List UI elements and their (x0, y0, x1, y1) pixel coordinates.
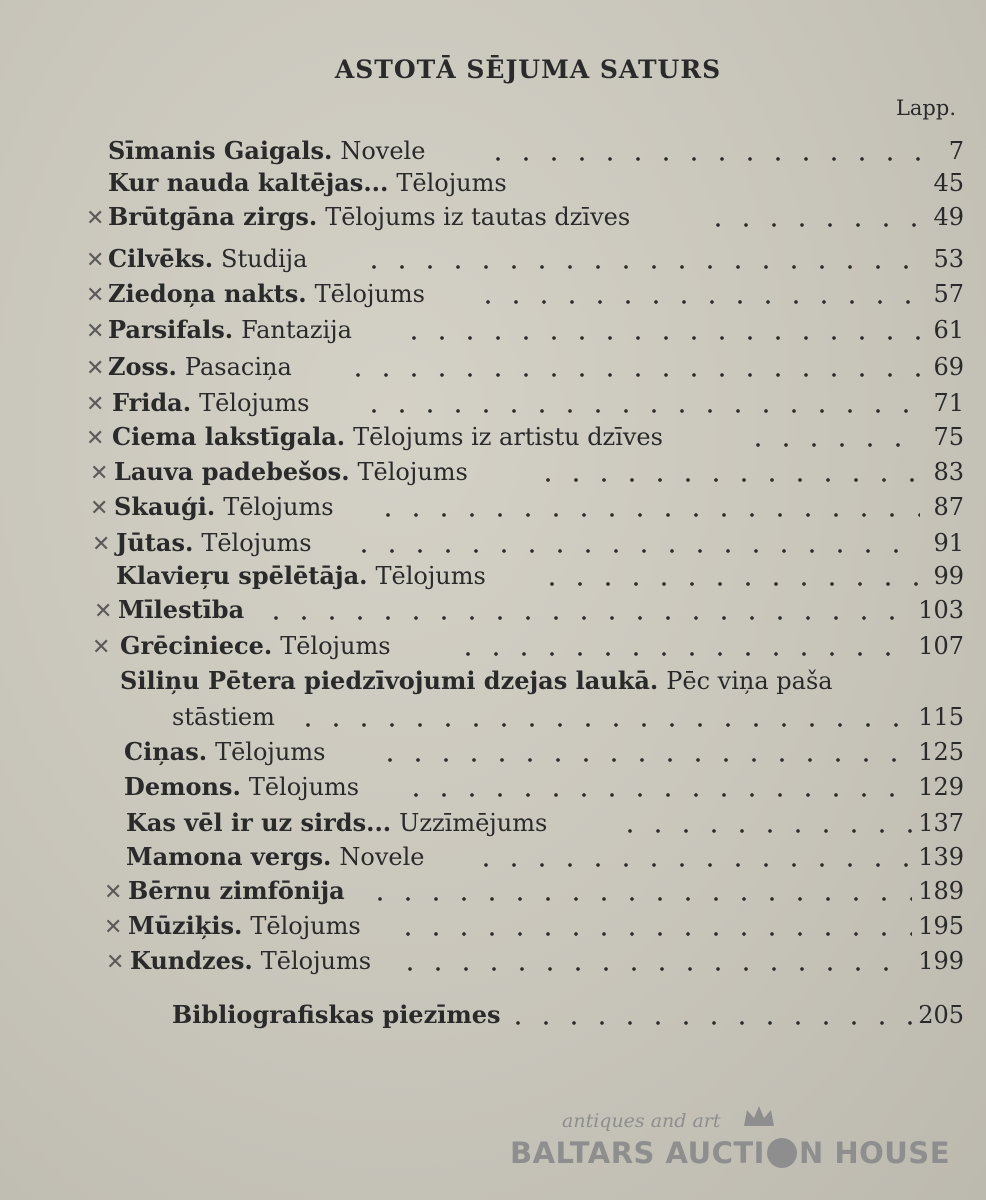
crown-icon (742, 1104, 776, 1130)
dot-leader (290, 700, 910, 734)
entry-page: 199 (918, 947, 964, 975)
dot-leader (390, 909, 912, 943)
dot-leader (346, 526, 921, 560)
entry-title: Parsifals. (108, 315, 234, 344)
dot-leader (356, 386, 921, 420)
watermark-tagline: antiques and art (562, 1110, 721, 1132)
entry-page: 189 (918, 877, 964, 905)
entry-subtitle: Novele (339, 843, 425, 871)
entry-page: 137 (918, 809, 964, 837)
entry-title: Ziedoņa nakts. (108, 279, 307, 308)
toc-entry (0, 806, 986, 840)
entry-title: Jūtas. (116, 528, 194, 557)
toc-entry (0, 350, 986, 384)
entry-page: 61 (933, 316, 964, 344)
dot-leader (372, 735, 912, 769)
toc-entry (0, 664, 986, 698)
toc-entry (0, 277, 986, 311)
toc-entry (0, 874, 986, 908)
pencil-x-icon: ✕ (94, 599, 113, 624)
pencil-x-icon: ✕ (86, 426, 105, 451)
toc-entry (0, 526, 986, 560)
pencil-x-icon: ✕ (92, 635, 111, 660)
entry-title: Kur nauda kaltējas... (108, 168, 389, 197)
entry-subtitle: Tēlojums (260, 947, 372, 975)
pencil-x-icon: ✕ (90, 496, 109, 521)
pencil-x-icon: ✕ (90, 461, 109, 486)
entry-subtitle: Tēlojums (280, 632, 391, 660)
toc-entry (0, 735, 986, 769)
entry-subtitle: Tēlojums (201, 529, 312, 557)
entry-subtitle: Tēlojums (215, 738, 326, 766)
toc-entry (0, 559, 986, 593)
toc-entry (0, 944, 986, 978)
pencil-x-icon: ✕ (104, 880, 123, 905)
dot-leader (450, 629, 914, 663)
entry-page: 7 (948, 137, 964, 165)
entry-page: 57 (933, 280, 964, 308)
watermark-brand (510, 1136, 950, 1170)
toc-entry (0, 166, 986, 200)
entry-title: Kas vēl ir uz sirds... (126, 808, 392, 837)
entry-title: Sīmanis Gaigals. (108, 136, 333, 165)
dot-leader (534, 559, 920, 593)
entry-page: 91 (933, 529, 964, 557)
entry-subtitle: Pasaciņa (184, 353, 292, 381)
dot-leader (258, 593, 914, 627)
entry-page: 115 (918, 703, 964, 731)
dot-leader (362, 874, 912, 908)
watermark (510, 1110, 951, 1180)
toc-entry (0, 242, 986, 276)
dot-leader (468, 840, 912, 874)
toc-entry (0, 455, 986, 489)
entry-page: 49 (933, 203, 964, 231)
entry-title: Mīlestība (118, 595, 245, 624)
toc-entry (0, 593, 986, 627)
entry-page: 125 (918, 738, 964, 766)
entry-page: 53 (933, 245, 964, 273)
entry-title: Demons. (124, 772, 241, 801)
gavel-circle-icon (767, 1138, 797, 1168)
entry-page: 83 (933, 458, 964, 486)
pencil-x-icon: ✕ (86, 248, 105, 273)
entry-subtitle: Tēlojums (375, 562, 486, 590)
entry-title: Klavieŗu spēlētāja. (116, 561, 368, 590)
entry-title: Skauģi. (114, 492, 216, 521)
pencil-x-icon: ✕ (92, 532, 111, 557)
entry-page: 205 (918, 1001, 964, 1029)
entry-title: Brūtgāna zirgs. (108, 202, 318, 231)
toc-entry (0, 909, 986, 943)
entry-title: Kundzes. (130, 946, 253, 975)
pencil-x-icon: ✕ (86, 319, 105, 344)
dot-leader (340, 350, 920, 384)
dot-leader (470, 277, 920, 311)
toc-entry (0, 386, 986, 420)
dot-leader (740, 420, 920, 454)
entry-page: 129 (918, 773, 964, 801)
dot-leader (530, 455, 920, 489)
entry-title: Mamona vergs. (126, 842, 332, 871)
dot-leader (396, 313, 921, 347)
entry-title: Ciema lakstīgala. (112, 422, 346, 451)
dot-leader (612, 806, 912, 840)
dot-leader (480, 134, 920, 168)
entry-subtitle: Studija (221, 245, 308, 273)
watermark-brand-part2: N HOUSE (798, 1136, 951, 1170)
pencil-x-icon: ✕ (86, 356, 105, 381)
dot-leader (398, 770, 912, 804)
entry-subtitle: Uzzīmējums (399, 809, 548, 837)
entry-page: 87 (933, 493, 964, 521)
pencil-x-icon: ✕ (106, 950, 125, 975)
toc-entry-bibliography (0, 998, 986, 1032)
entry-subtitle: Pēc viņa paša (666, 667, 833, 695)
entry-subtitle: Tēlojums (199, 389, 310, 417)
toc-entry (0, 420, 986, 454)
entry-page: 99 (933, 562, 964, 590)
entry-page: 195 (918, 912, 964, 940)
entry-subtitle: Tēlojums (223, 493, 334, 521)
entry-title: Ciņas. (124, 737, 208, 766)
dot-leader (370, 490, 920, 524)
entry-title: Zoss. (108, 352, 177, 381)
toc-entry (0, 313, 986, 347)
entry-subtitle: Tēlojums (250, 912, 361, 940)
pencil-x-icon: ✕ (86, 283, 105, 308)
entry-title: Lauva padebešos. (114, 457, 350, 486)
entry-page: 107 (918, 632, 964, 660)
entry-title: Bērnu zimfōnija (128, 876, 345, 905)
entry-title: Siliņu Pētera piedzīvojumi dzejas laukā. (120, 666, 659, 695)
dot-leader (392, 944, 912, 978)
toc-entry (0, 134, 986, 168)
entry-page: 71 (933, 389, 964, 417)
toc-entry (0, 490, 986, 524)
toc-entry (0, 840, 986, 874)
pencil-x-icon: ✕ (104, 915, 123, 940)
toc-entry (0, 200, 986, 234)
watermark-brand-part1: BALTARS AUCTI (510, 1136, 765, 1170)
entry-continuation: stāstiem (172, 703, 275, 731)
entry-subtitle: Tēlojums iz artistu dzīves (353, 423, 663, 451)
page-column-label: Lapp. (895, 96, 956, 120)
entry-title: Bibliografiskas piezīmes (172, 1000, 501, 1029)
entry-subtitle: Tēlojums (314, 280, 425, 308)
entry-subtitle: Tēlojums (396, 169, 507, 197)
entry-subtitle: Tēlojums iz tautas dzīves (325, 203, 631, 231)
entry-page: 75 (933, 423, 964, 451)
dot-leader (500, 998, 912, 1032)
toc-entry (0, 770, 986, 804)
page-title: ASTOTĀ SĒJUMA SATURS (334, 55, 722, 84)
entry-title: Mūziķis. (128, 911, 243, 940)
toc-entry-continuation (0, 700, 986, 734)
pencil-x-icon: ✕ (86, 206, 105, 231)
toc-entry (0, 629, 986, 663)
entry-page: 103 (918, 596, 964, 624)
entry-page: 45 (933, 169, 964, 197)
dot-leader (700, 200, 925, 234)
entry-subtitle: Fantazija (241, 316, 352, 344)
entry-subtitle: Tēlojums (357, 458, 468, 486)
pencil-x-icon: ✕ (86, 392, 105, 417)
entry-title: Frida. (112, 388, 192, 417)
entry-title: Grēciniece. (120, 631, 273, 660)
entry-subtitle: Novele (340, 137, 426, 165)
entry-page: 139 (918, 843, 964, 871)
entry-subtitle: Tēlojums (248, 773, 360, 801)
dot-leader (356, 242, 916, 276)
entry-title: Cilvēks. (108, 244, 214, 273)
entry-page: 69 (933, 353, 964, 381)
